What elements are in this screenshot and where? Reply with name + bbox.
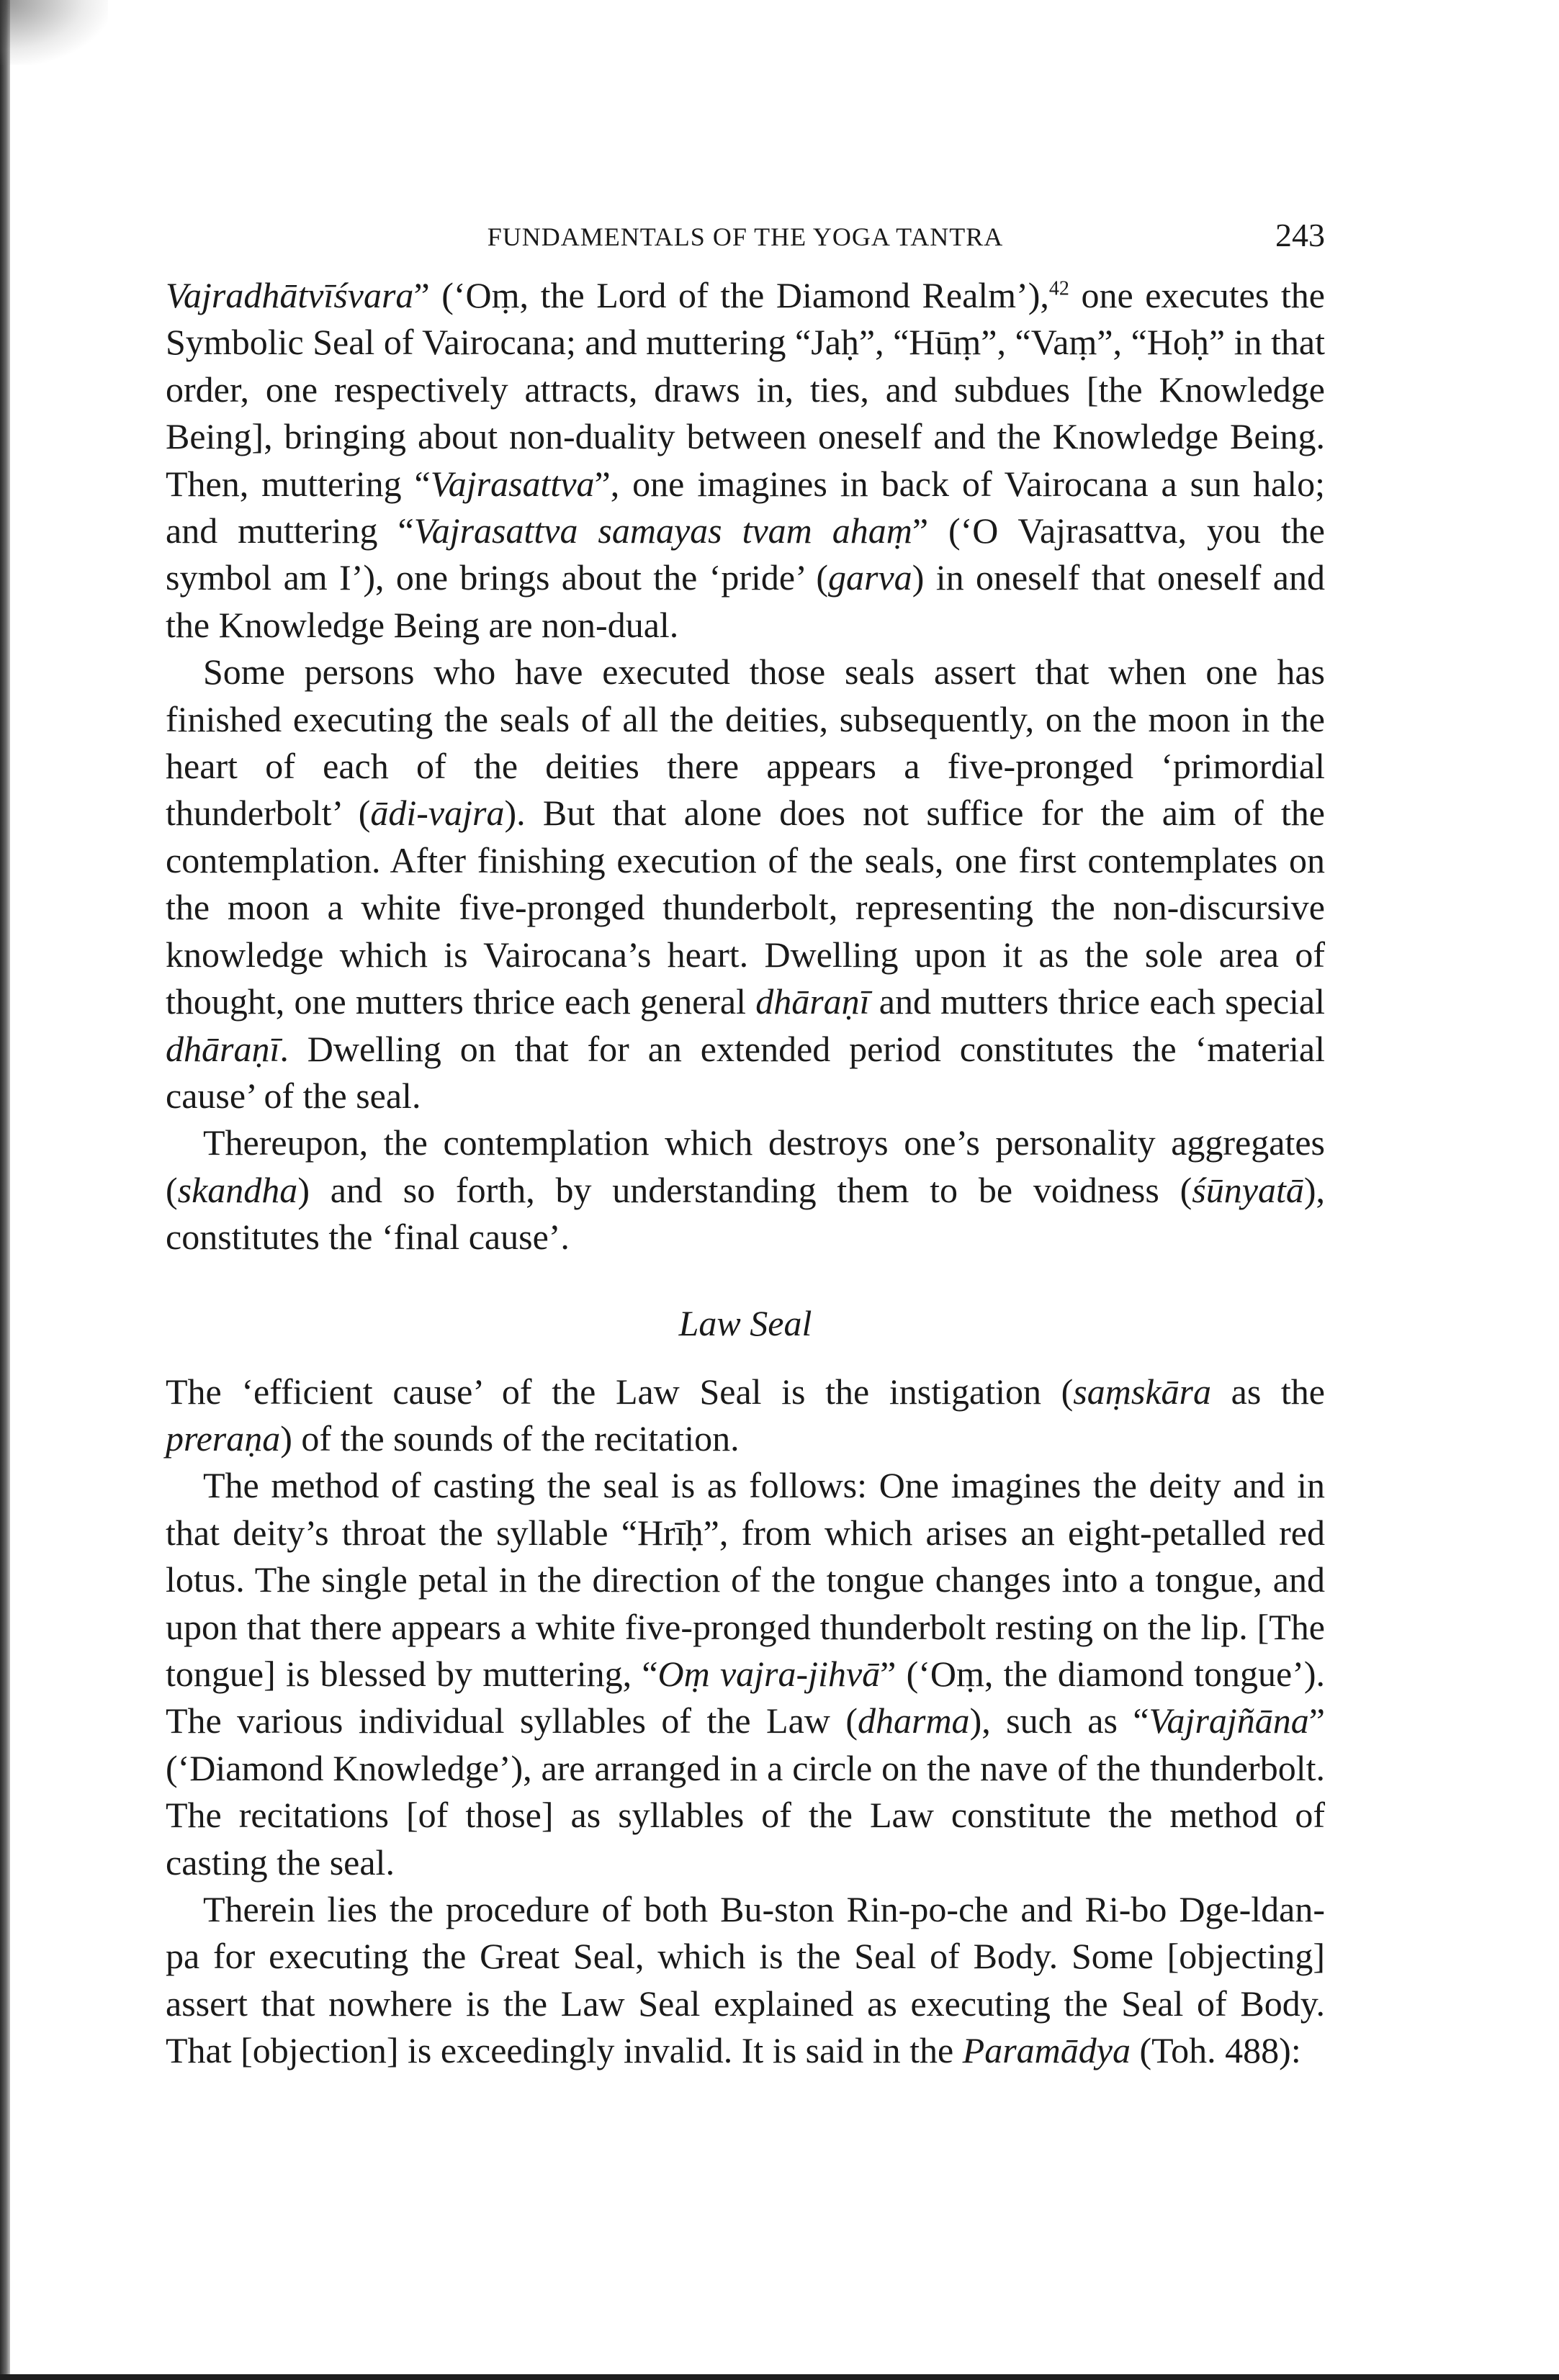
- term: saṃskāra: [1073, 1371, 1211, 1412]
- scan-smudge: [0, 0, 108, 65]
- paragraph-4: The ‘efficient cause’ of the Law Seal is the instigation (saṃskāra as the preraṇa) of the sounds of the recitation.: [166, 1371, 1326, 1459]
- page-number: 243: [1275, 217, 1325, 253]
- book-spine-shadow: [0, 0, 10, 2380]
- term: preraṇa: [166, 1417, 281, 1459]
- term: dharma: [857, 1700, 970, 1741]
- section-heading: Law Seal: [678, 1302, 812, 1343]
- running-title: FUNDAMENTALS OF THE YOGA TANTRA: [487, 222, 1004, 251]
- paragraph-3: Thereupon, the contemplation which destroys one’s personality aggregates (skandha) and so forth, by understanding them to be voidness (śūnyatā), constitutes the ‘final cause’.: [166, 1122, 1325, 1258]
- term: Vajrasattva: [430, 463, 595, 504]
- paragraph-2: Some persons who have executed those seals assert that when one has finished executing the seals of all the deities, subsequently, on the moon in the heart of each of the deities there appears a five-pronged ‘primordial thunderbolt’ (ādi-vajra). But that alone does not suffice for the aim of the contemplation. After finishing execution of the seals, one first contemplates on the moon a white five-pronged thunderbolt, representing the non-discursive knowledge which is Vairocana’s heart. Dwelling upon it as the sole area of thought, one mutters thrice each general dhāraṇī and mutters thrice each special dhāraṇī. Dwelling on that for an extended period constitutes the ‘material cause’ of the seal.: [166, 652, 1325, 1116]
- term: śūnyatā: [1192, 1169, 1304, 1210]
- footnote-ref: 42: [1048, 277, 1069, 300]
- paragraph-6: Therein lies the procedure of both Bu-ston Rin-po-che and Ri-bo Dge-ldan-pa for executing the Great Seal, which is the Seal of Body. Some [objecting] assert that nowhere is the Law Seal explained as executing the Seal of Body. That [objection] is exceedingly invalid. It is said in the Paramādya (Toh. 488):: [166, 1889, 1325, 2071]
- term: Vajradhātvīśvara: [166, 275, 414, 315]
- term: dhāraṇī: [755, 981, 870, 1022]
- term: Oṃ vajra-jihvā: [657, 1653, 881, 1694]
- term: skandha: [177, 1169, 298, 1210]
- term: ādi-vajra: [370, 793, 505, 834]
- term: Vajrajñāna: [1149, 1700, 1309, 1741]
- term: Paramādya: [962, 2030, 1131, 2071]
- term: dhāraṇī: [166, 1028, 280, 1069]
- body-text: [166, 272, 1325, 2075]
- term: garva: [828, 557, 912, 598]
- running-head: [166, 216, 1325, 259]
- bottom-scan-edge: [0, 2374, 1559, 2380]
- paragraph-1: Vajradhātvīśvara” (‘Oṃ, the Lord of the Diamond Realm’),$^{42}$ one executes the Symbolic Seal of Vairocana; and muttering “Jaḥ”, “Hūṃ”, “Vaṃ”, “Hoḥ” in that order, one respectively attracts, draws in, ties, and subdues [the Knowledge Being], bringing about non-duality between oneself and the Knowledge Being. Then, muttering “Vajrasattva”, one imagines in back of Vairocana a sun halo; and muttering “Vajrasattva samayas tvam ahaṃ” (‘O Vajrasattva, you the symbol am I’), one brings about the ‘pride’ (garva) in oneself that oneself and the Knowledge Being are non-dual.: [166, 275, 1326, 645]
- term: Vajrasattva samayas tvam ahaṃ: [413, 510, 912, 551]
- paragraph-5: The method of casting the seal is as follows: One imagines the deity and in that deity’s throat the syllable “Hrīḥ”, from which arises an eight-petalled red lotus. The single petal in the direction of the tongue changes into a tongue, and upon that there appears a white five-pronged thunderbolt resting on the lip. [The tongue] is blessed by muttering, “Oṃ vajra-jihvā” (‘Oṃ, the diamond tongue’). The various individual syllables of the Law (dharma), such as “Vajrajñāna” (‘Diamond Knowledge’), are arranged in a circle on the nave of the thunderbolt. The recitations [of those] as syllables of the Law constitute the method of casting the seal.: [166, 1465, 1326, 1883]
